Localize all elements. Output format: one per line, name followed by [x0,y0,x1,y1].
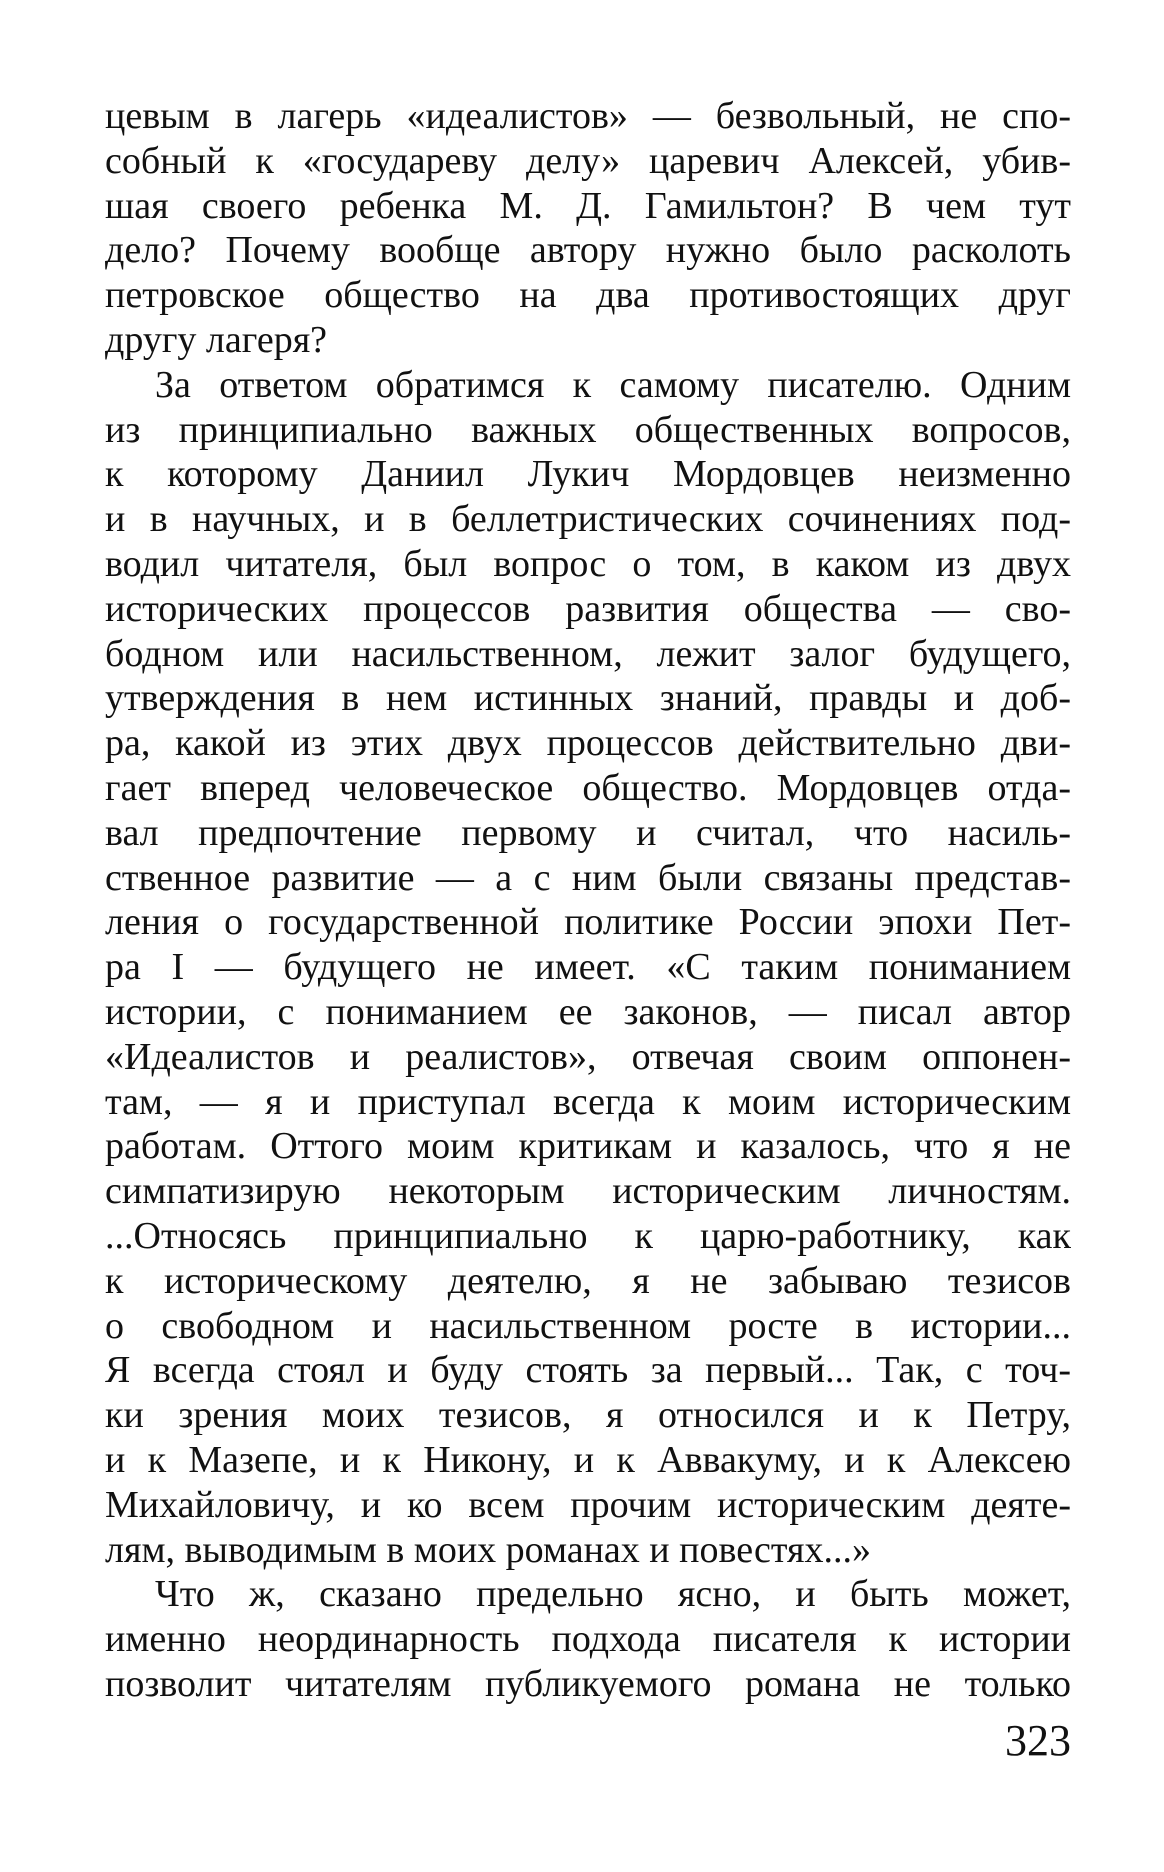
text-line: цевым в лагерь «идеалистов» — безвольный, не спо- [105,95,1071,137]
text-line: о свободном и насильственном росте в истории... [105,1304,1071,1347]
text-line: ...Относясь принципиально к царю-работнику, как [105,1214,1071,1257]
text-line: За ответом обратимся к самому писателю. Одним [155,363,1071,406]
text-line: ки зрения моих тезисов, я относился и к Петру, [105,1394,1071,1437]
text-line: позволит читателям публикуемого романа не только [105,1662,1071,1705]
text-line: водил читателя, был вопрос о том, в каком из двух [105,542,1071,585]
text-line: собный к «государеву делу» царевич Алексей, убив- [105,139,1071,182]
text-line: к историческому деятелю, я не забываю тезисов [105,1259,1071,1302]
text-line: лям, выводимым в моих романах и повестях...» [105,1528,871,1571]
text-line: петровское общество на два противостоящих друг [105,274,1071,317]
text-line: там, — я и приступал всегда к моим историческим [105,1080,1071,1123]
body-text [105,94,1071,1707]
text-line: из принципиально важных общественных вопросов, [105,408,1071,451]
text-line: к которому Даниил Лукич Мордовцев неизменно [105,453,1071,496]
text-line: утверждения в нем истинных знаний, правды и доб- [105,677,1071,720]
text-line: и к Мазепе, и к Никону, и к Аввакуму, и к Алексею [105,1438,1071,1481]
text-line: Что ж, сказано предельно ясно, и быть может, [155,1573,1071,1616]
text-line: гает вперед человеческое общество. Мордовцев отда- [105,766,1071,809]
text-line: шая своего ребенка М. Д. Гамильтон? В чем тут [105,184,1071,227]
page-number: 323 [1005,1716,1071,1765]
text-line: ления о государственной политике России эпохи Пет- [105,901,1071,944]
text-line: «Идеалистов и реалистов», отвечая своим оппонен- [105,1035,1071,1078]
text-line: Я всегда стоял и буду стоять за первый... Так, с точ- [105,1349,1071,1392]
text-line: бодном или насильственном, лежит залог будущего, [105,632,1071,675]
text-line: симпатизирую некоторым историческим личностям. [105,1170,1071,1213]
text-line: и в научных, и в беллетристических сочинениях под- [105,498,1071,541]
text-line: дело? Почему вообще автору нужно было расколоть [105,229,1071,272]
text-line: исторических процессов развития общества — сво- [105,587,1071,630]
text-line: ра, какой из этих двух процессов действительно дви- [105,722,1071,765]
text-line: ра I — будущего не имеет. «С таким пониманием [105,946,1071,989]
text-line: ственное развитие — а с ним были связаны представ- [105,856,1071,899]
text-line: именно неординарность подхода писателя к истории [105,1618,1071,1661]
text-line: Михайловичу, и ко всем прочим историческим деяте- [105,1483,1071,1526]
text-line: работам. Оттого моим критикам и казалось, что я не [105,1125,1071,1168]
text-line: другу лагеря? [105,318,328,361]
text-line: истории, с пониманием ее законов, — писал автор [105,990,1071,1033]
text-line: вал предпочтение первому и считал, что насиль- [105,811,1071,854]
